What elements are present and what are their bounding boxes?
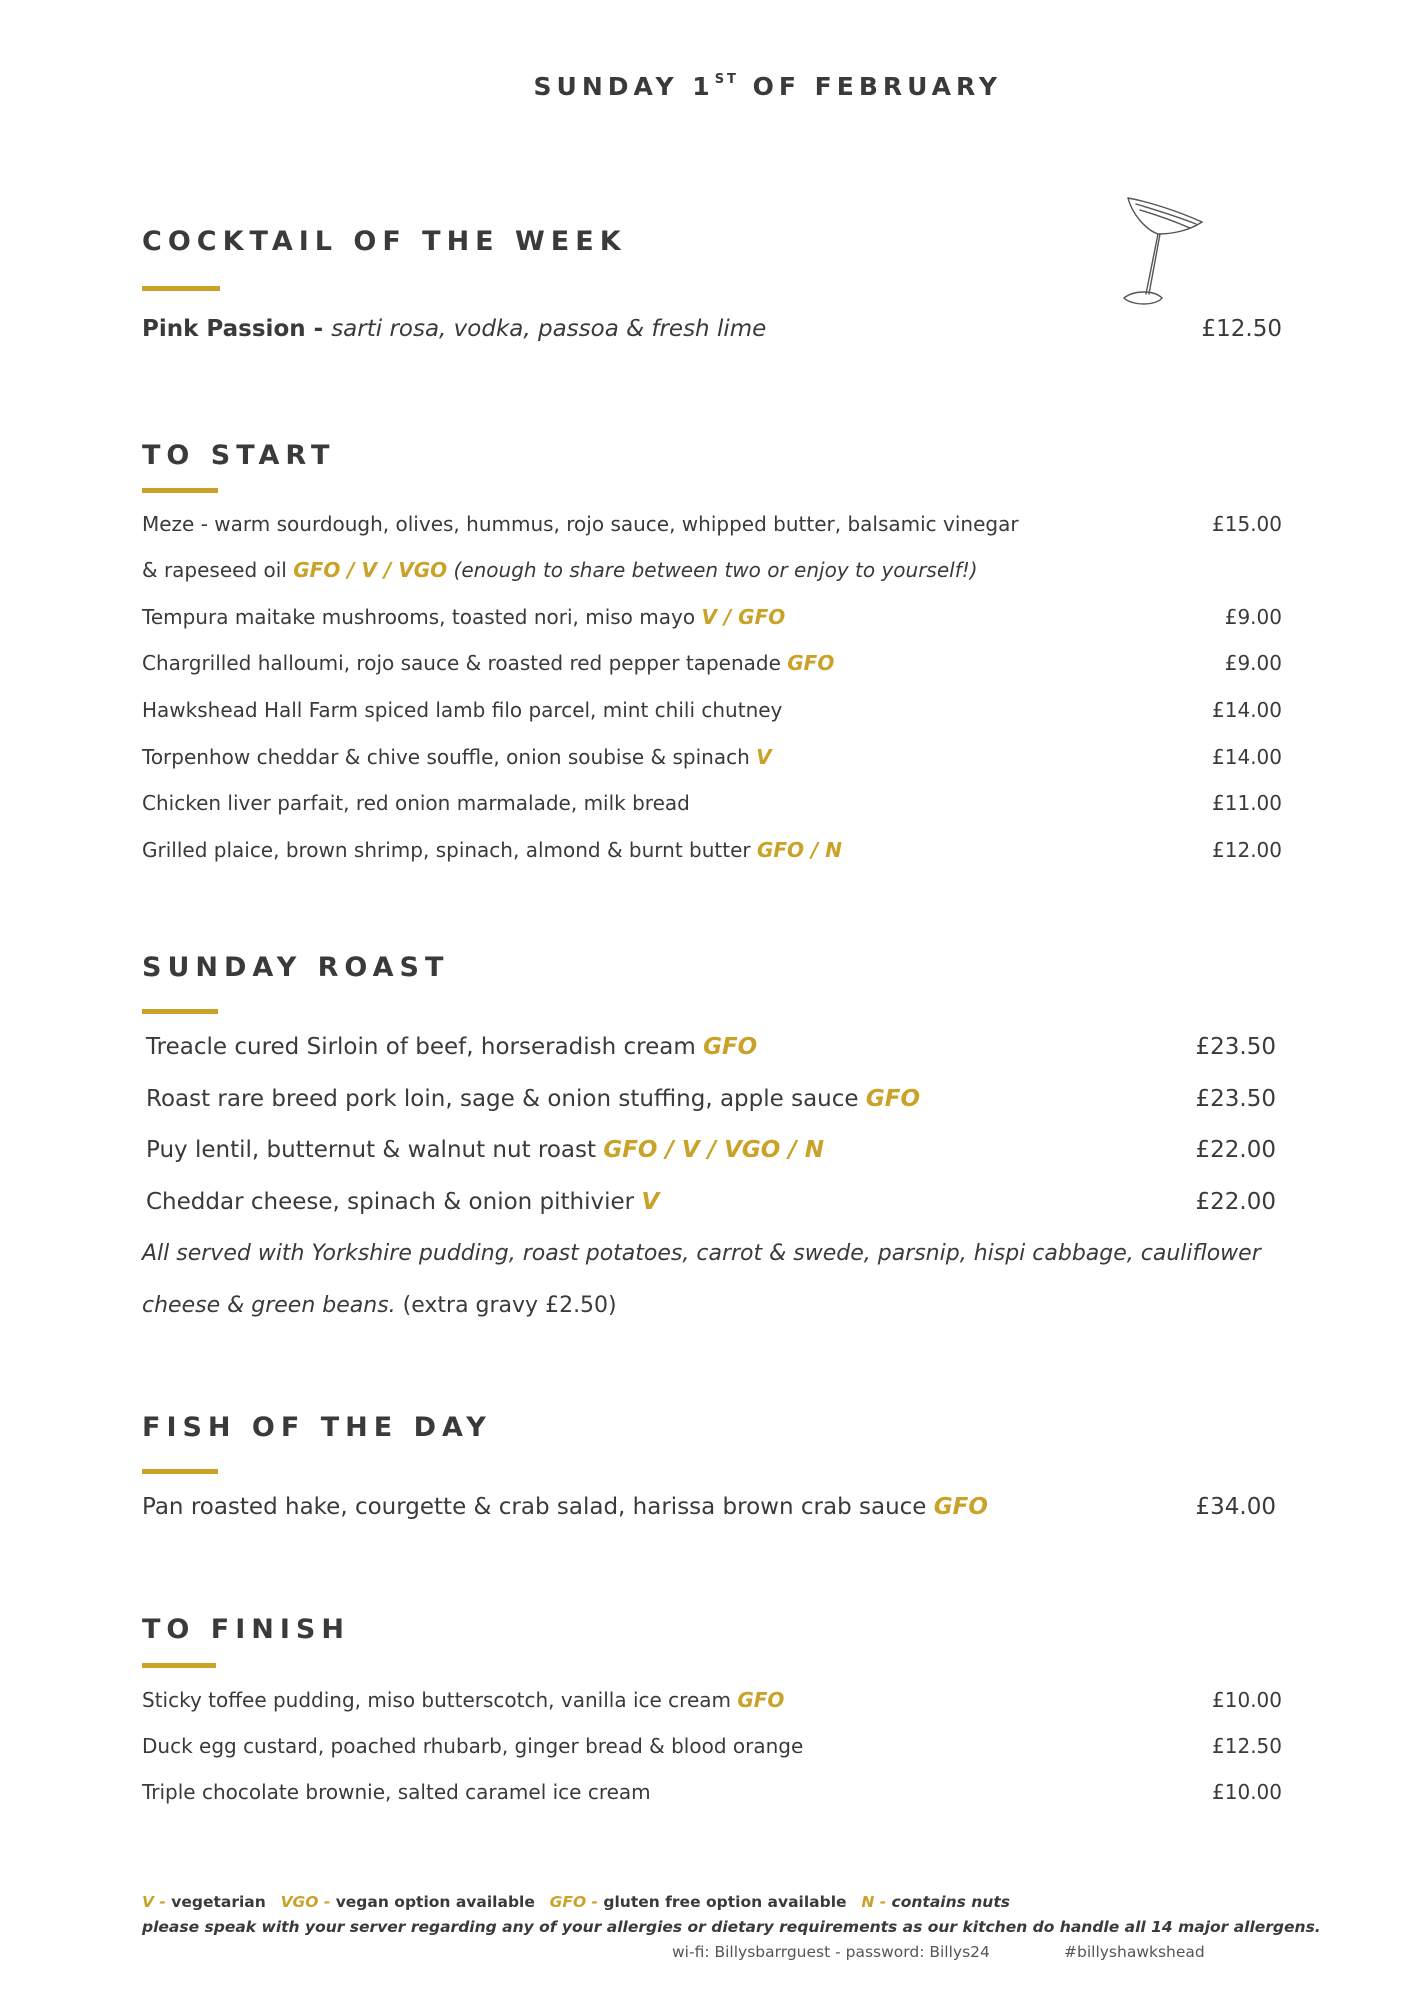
diet-tags: GFO / N — [756, 838, 843, 862]
finish-item: Triple chocolate brownie, salted caramel ice cream £10.00 — [142, 1780, 1282, 1804]
cocktail-description: sarti rosa, vodka, passoa & fresh lime — [331, 316, 767, 342]
fish-heading: FISH OF THE DAY — [142, 1412, 492, 1443]
cocktail-name: Pink Passion — [142, 316, 306, 342]
start-item-meze-cont: & rapeseed oil GFO / V / VGO (enough to share between two or enjoy to yourself!) — [142, 558, 978, 582]
wifi-info: wi-fi: Billysbarrguest - password: Billys24 — [672, 1943, 990, 1961]
diet-tags: GFO — [933, 1494, 988, 1520]
start-heading-rule — [142, 488, 218, 493]
start-item: Chicken liver parfait, red onion marmalade, milk bread £11.00 — [142, 791, 1282, 815]
cocktail-heading-rule — [142, 286, 220, 291]
allergy-notice: please speak with your server regarding any of your allergies or dietary requirements as our kitchen do handle all 14 major allergens. — [142, 1918, 1321, 1936]
diet-tags: GFO / V / VGO / N — [603, 1137, 825, 1163]
diet-tags: GFO — [703, 1034, 758, 1060]
start-heading: TO START — [142, 440, 336, 471]
start-item: Tempura maitake mushrooms, toasted nori, miso mayo V / GFO £9.00 — [142, 605, 1282, 629]
diet-tags: V / GFO — [701, 605, 786, 629]
cocktail-heading: COCKTAIL OF THE WEEK — [142, 226, 627, 257]
start-item: Torpenhow cheddar & chive souffle, onion soubise & spinach V £14.00 — [142, 745, 1282, 769]
diet-tags: GFO — [865, 1086, 921, 1112]
fish-item: Pan roasted hake, courgette & crab salad, harissa brown crab sauce GFO £34.00 — [142, 1494, 1276, 1520]
roast-item: Puy lentil, butternut & walnut nut roast GFO / V / VGO / N £22.00 — [146, 1137, 1276, 1163]
start-item: Hawkshead Hall Farm spiced lamb filo parcel, mint chili chutney £14.00 — [142, 698, 1282, 722]
diet-tags: GFO — [737, 1688, 785, 1712]
roast-note-cont: cheese & green beans. (extra gravy £2.50) — [142, 1293, 617, 1318]
start-item: Grilled plaice, brown shrimp, spinach, almond & burnt butter GFO / N £12.00 — [142, 838, 1282, 862]
dietary-key: V - vegetarian VGO - vegan option available GFO - gluten free option available N - contains nuts — [142, 1893, 1010, 1911]
roast-item: Cheddar cheese, spinach & onion pithivier V £22.00 — [146, 1189, 1276, 1215]
fish-heading-rule — [142, 1469, 218, 1474]
cocktail-glass-icon — [1110, 194, 1210, 314]
start-item-meze: Meze - warm sourdough, olives, hummus, rojo sauce, whipped butter, balsamic vinegar £15.00 — [142, 512, 1282, 536]
menu-date: SUNDAY 1ST OF FEBRUARY — [533, 72, 1002, 101]
cocktail-item: Pink Passion - sarti rosa, vodka, passoa & fresh lime £12.50 — [142, 316, 1282, 342]
cocktail-price: £12.50 — [1201, 316, 1282, 342]
diet-tags: GFO — [787, 651, 835, 675]
finish-item: Duck egg custard, poached rhubarb, ginger bread & blood orange £12.50 — [142, 1734, 1282, 1758]
diet-tags: GFO / V / VGO — [293, 558, 448, 582]
finish-item: Sticky toffee pudding, miso butterscotch, vanilla ice cream GFO £10.00 — [142, 1688, 1282, 1712]
finish-heading: TO FINISH — [142, 1614, 350, 1645]
roast-note: All served with Yorkshire pudding, roast potatoes, carrot & swede, parsnip, hispi cabbage, cauliflower — [142, 1241, 1261, 1266]
roast-heading-rule — [142, 1009, 218, 1014]
finish-heading-rule — [142, 1663, 216, 1668]
diet-tags: V — [641, 1189, 660, 1215]
roast-item: Treacle cured Sirloin of beef, horseradish cream GFO £23.50 — [146, 1034, 1276, 1060]
start-item: Chargrilled halloumi, rojo sauce & roasted red pepper tapenade GFO £9.00 — [142, 651, 1282, 675]
roast-heading: SUNDAY ROAST — [142, 952, 450, 983]
diet-tags: V — [756, 745, 772, 769]
roast-item: Roast rare breed pork loin, sage & onion stuffing, apple sauce GFO £23.50 — [146, 1086, 1276, 1112]
hashtag: #billyshawkshead — [1064, 1943, 1205, 1961]
